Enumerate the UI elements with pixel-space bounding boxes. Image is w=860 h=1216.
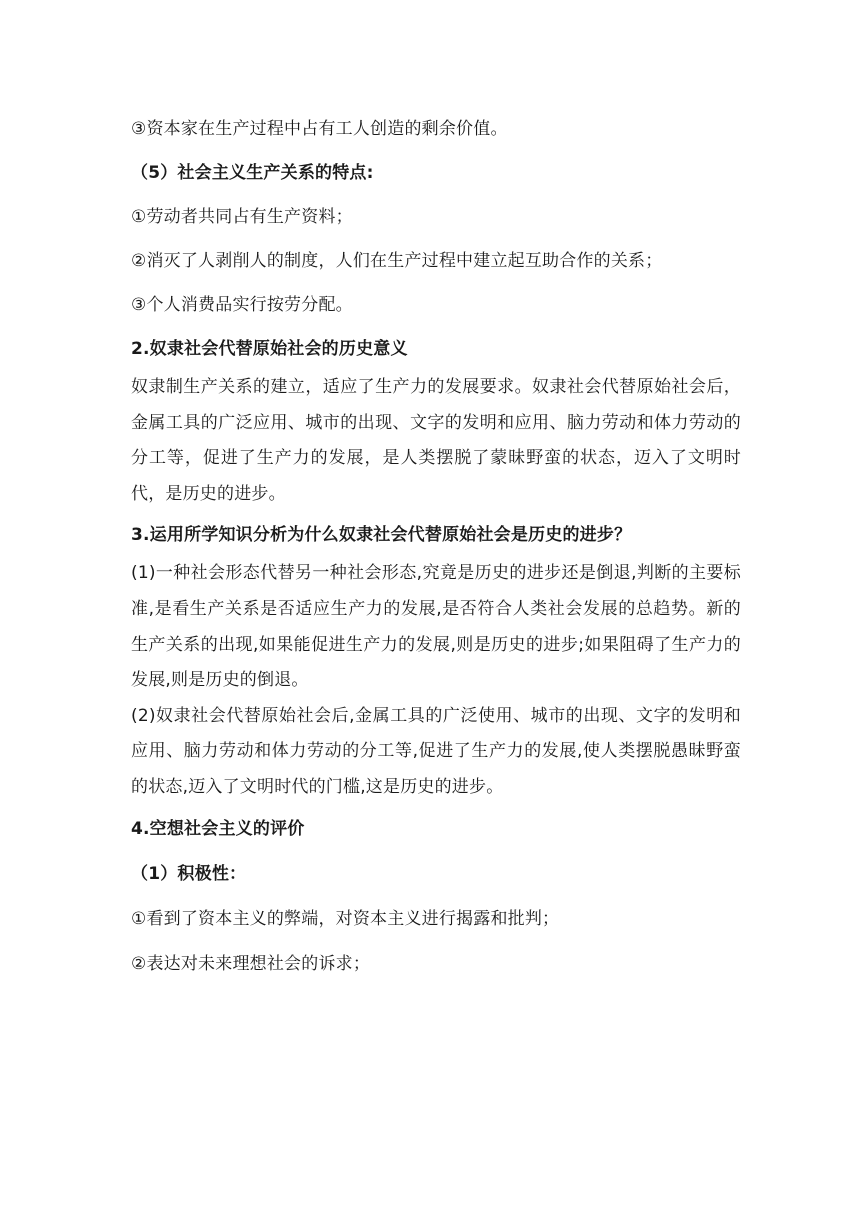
list-item: ②消灭了人剥削人的制度，人们在生产过程中建立起互助合作的关系；	[131, 251, 663, 271]
list-item: ③资本家在生产过程中占有工人创造的剩余价值。	[131, 119, 508, 139]
list-item: ③个人消费品实行按劳分配。	[131, 295, 353, 315]
subsection-heading: （1）积极性：	[131, 863, 247, 884]
list-item: ①看到了资本主义的弊端，对资本主义进行揭露和批判；	[131, 908, 560, 929]
list-item: ②表达对未来理想社会的诉求；	[131, 953, 371, 974]
paragraph: (1)一种社会形态代替另一种社会形态,究竟是历史的进步还是倒退,判断的主要标准,是看生产关系是否适应生产力的发展,是否符合人类社会发展的总趋势。新的生产关系的出现,如果能促进生产力的发展,则是历史的进步;如果阻碍了生产力的发展,则是历史的倒退。	[131, 563, 741, 691]
section-heading: 2.奴隶社会代替原始社会的历史意义	[131, 339, 408, 359]
document-page	[131, 112, 741, 975]
paragraph: 奴隶制生产关系的建立，适应了生产力的发展要求。奴隶社会代替原始社会后，金属工具的广泛应用、城市的出现、文字的发明和应用、脑力劳动和体力劳动的分工等，促进了生产力的发展，是人类摆脱了蒙昧野蛮的状态，迈入了文明时代，是历史的进步。	[131, 377, 741, 504]
list-item: ①劳动者共同占有生产资料；	[131, 207, 353, 227]
subsection-heading: （5）社会主义生产关系的特点:	[131, 163, 374, 183]
section-heading: 3.运用所学知识分析为什么奴隶社会代替原始社会是历史的进步？	[131, 525, 632, 546]
paragraph: (2)奴隶社会代替原始社会后,金属工具的广泛使用、城市的出现、文字的发明和应用、脑力劳动和体力劳动的分工等,促进了生产力的发展,使人类摆脱愚昧野蛮的状态,迈入了文明时代的门槛,这是历史的进步。	[131, 705, 741, 797]
section-heading: 4.空想社会主义的评价	[131, 818, 305, 839]
